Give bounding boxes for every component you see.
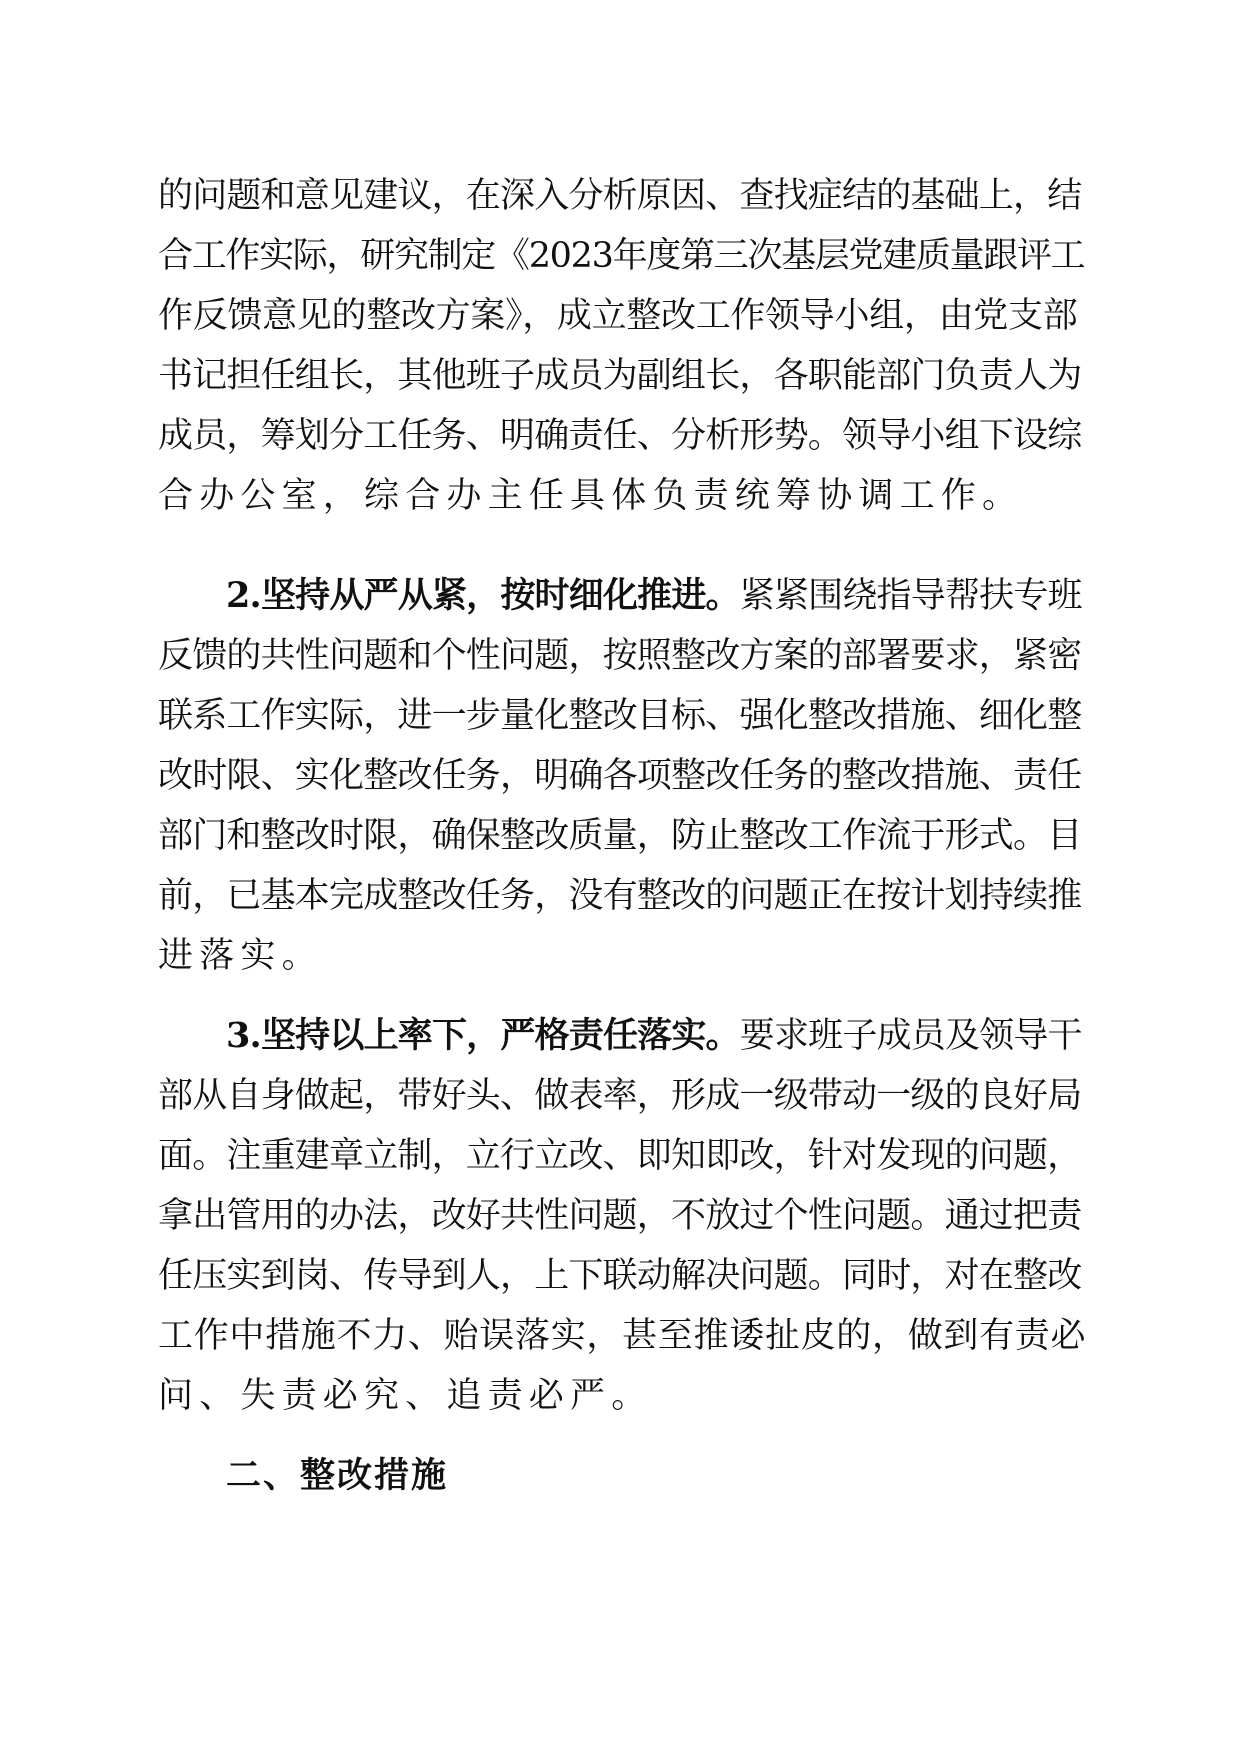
paragraph-3-line-2: 部从自身做起，带好头、做表率，形成一级带动一级的良好局 (158, 1076, 1082, 1116)
paragraph-3-line-3: 面。注重建章立制，立行立改、即知即改，针对发现的问题， (158, 1136, 1082, 1176)
paragraph-1-line-2: 合工作实际，研究制定《2023年度第三次基层党建质量跟评工 (158, 236, 1085, 276)
paragraph-1-line-5: 成员，筹划分工任务、明确责任、分析形势。领导小组下设综 (158, 416, 1082, 456)
paragraph-1-line-1: 的问题和意见建议，在深入分析原因、查找症结的基础上，结 (158, 176, 1082, 216)
paragraph-2-line-4: 改时限、实化整改任务，明确各项整改任务的整改措施、责任 (158, 756, 1082, 796)
paragraph-3-line-1 (226, 1014, 1082, 1058)
paragraph-3-line-4: 拿出管用的办法，改好共性问题，不放过个性问题。通过把责 (158, 1196, 1082, 1236)
section-heading: 二、整改措施 (226, 1455, 449, 1496)
paragraph-2-first-rest: 紧紧围绕指导帮扶专班 (739, 576, 1082, 616)
paragraph-2-lead: 2.坚持从严从紧，按时细化推进。 (226, 575, 740, 616)
paragraph-2-line-3: 联系工作实际，进一步量化整改目标、强化整改措施、细化整 (158, 696, 1082, 736)
paragraph-1-line-6: 合办公室，综合办主任具体负责统筹协调工作。 (158, 476, 1024, 516)
paragraph-3-lead: 3.坚持以上率下，严格责任落实。 (226, 1015, 740, 1056)
paragraph-2-line-1 (226, 574, 1082, 618)
paragraph-2-line-5: 部门和整改时限，确保整改质量，防止整改工作流于形式。目 (158, 816, 1082, 856)
paragraph-3-line-7: 问、失责必究、追责必严。 (158, 1376, 653, 1416)
paragraph-2-line-6: 前，已基本完成整改任务，没有整改的问题正在按计划持续推 (158, 876, 1082, 916)
paragraph-2-line-2: 反馈的共性问题和个性问题，按照整改方案的部署要求，紧密 (158, 636, 1082, 676)
paragraph-2-line-7: 进落实。 (158, 936, 323, 976)
paragraph-1-line-4: 书记担任组长，其他班子成员为副组长，各职能部门负责人为 (158, 356, 1082, 396)
paragraph-1-line-3: 作反馈意见的整改方案》，成立整改工作领导小组，由党支部 (158, 296, 1078, 336)
paragraph-3-line-6: 工作中措施不力、贻误落实，甚至推诿扯皮的，做到有责必 (158, 1316, 1087, 1356)
paragraph-3-first-rest: 要求班子成员及领导干 (739, 1016, 1082, 1056)
paragraph-3-line-5: 任压实到岗、传导到人，上下联动解决问题。同时，对在整改 (158, 1256, 1082, 1296)
